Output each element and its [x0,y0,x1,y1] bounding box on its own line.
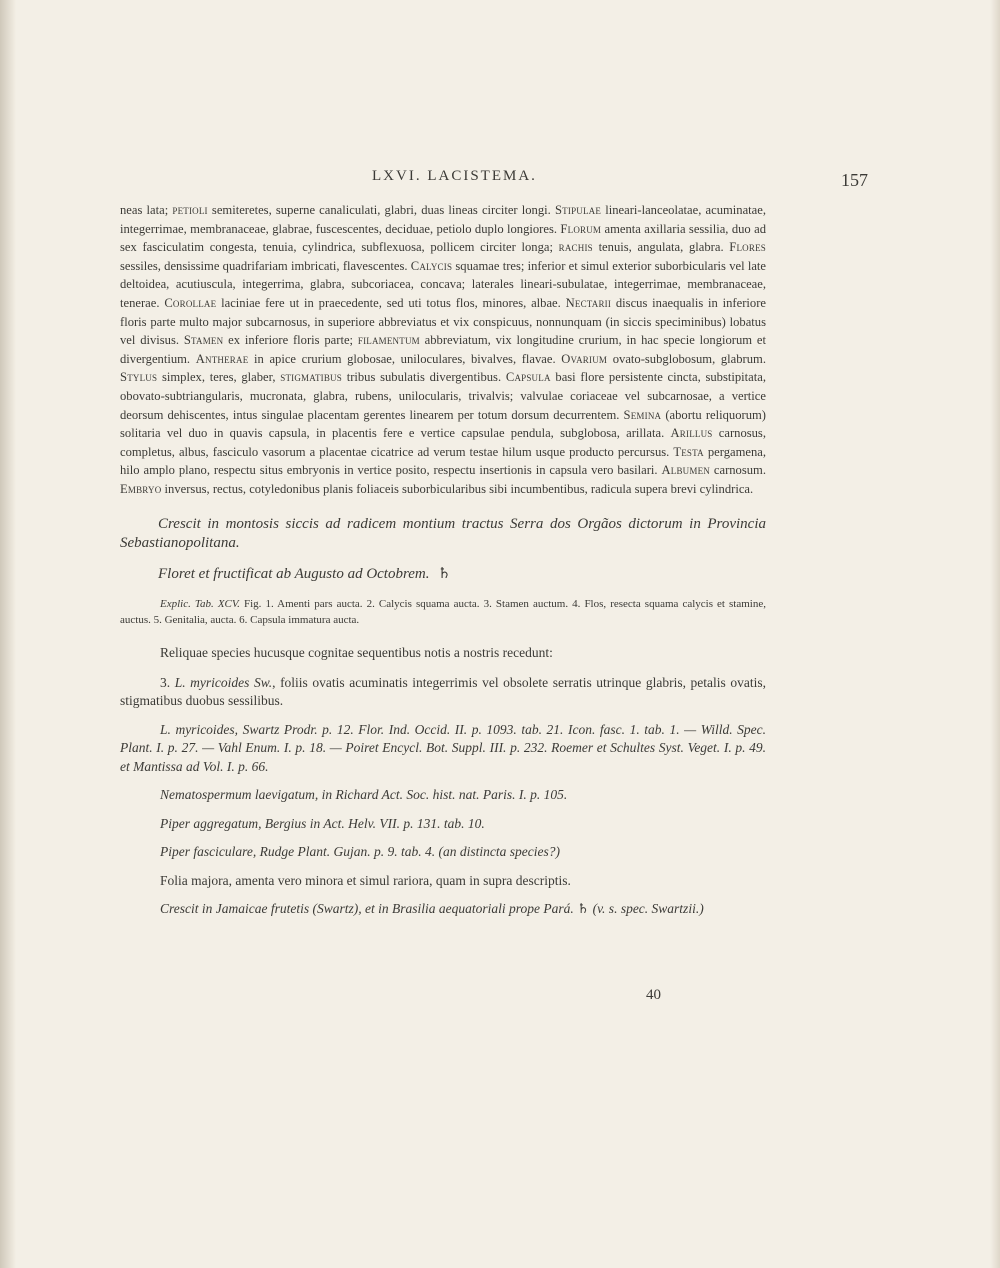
description-text: carnosus, completus, albus, fasciculo vasorum a placentae cicatrice ad verum testae hilum usque producto percursus. [120,426,766,459]
foliage-note: Folia majora, amenta vero minora et simul rariora, quam in supra descriptis. [160,872,571,888]
description-text: basi flore persistente cincta, substipitata, obovato-subtriangularis, mucronata, glabra, rubens, unilocularis, trivalvis; valvulae coriaceae vel subcarnosae, a vertice deorsum dehiscentes, intus singulae placentam gerentes linearem per totum dorsum decurrentem. [120,370,766,422]
page-edge [990,0,1000,1268]
description-text: ex inferiore floris parte; [223,333,358,348]
term-label: Nectarii [565,295,612,310]
description-text: squamae tres; inferior et simul exterior suborbicularis vel late deltoidea, acutiuscula, integerrima, glabra, subcoriacea, concava; laterales lineari-subulatae, integerrimae, membranaceae, tenerae. [120,258,766,310]
description-text: tribus subulatis divergentibus. [341,370,506,385]
description-text: carnosum. [709,463,766,478]
term-label: Corollae [164,295,217,310]
description-text: laciniae fere ut in praecedente, sed uti totus flos, minores, albae. [216,295,566,310]
page-number: 157 [841,170,868,190]
running-head [120,168,960,194]
description-text: lineari-lanceolatae, acuminatae, integerrimae, membranaceae, glabrae, fuscescentes, deciduae, petiolo duplo longiores. [120,203,767,236]
term-label: Albumen [661,463,710,478]
species-name: L. myricoides Sw. [174,674,273,690]
remaining-species-intro: Reliquae species hucusque cognitae sequentibus notis a nostris recedunt: [160,644,553,660]
running-title: LXVI. LACISTEMA. [372,168,537,184]
synonym-entry: Piper aggregatum, Bergius in Act. Helv. VII. p. 131. tab. 10. [160,815,485,831]
term-label: Capsula [505,370,551,385]
description-text: sessiles, densissime quadrifariam imbricati, flavescentes. [120,258,411,273]
description-text: ovato-subglobosum, glabrum. [607,351,766,366]
distribution-paragraph: Crescit in Jamaicae frutetis (Swartz), et in Brasilia aequatoriali prope Pará. ♄ (v. s. spec. Swartzii.) [160,901,704,916]
description-text: (abortu reliquorum) solitaria vel duo in quavis capsula, in placentis fere e vertice capsulae pendula, subglobosa, arillata. [120,407,766,441]
synonym-entry: L. myricoides, Swartz Prodr. p. 12. Flor. Ind. Occid. II. p. 1093. tab. 21. Icon. fasc. 1. tab. 1. — Willd. Spec. Plant. I. p. 27. — Vahl Enum. I. p. 18. — Poiret Encycl. Bot. Suppl. III. p. 232. Roemer et Schultes Syst. Veget. I. p. 49. et Mantissa ad Vol. I. p. 66. [120,721,766,774]
species-number: 3. [160,674,175,690]
plate-explanation [120,596,766,628]
description-text: in apice crurium globosae, uniloculares, bivalves, flavae. [248,351,562,366]
description-text: abbreviatum, vix longitudine crurium, in hac specie longiorum et divergentium. [120,333,766,366]
description-text: discus inaequalis in inferiore floris parte multo major subcarnosus, in superiore abbreviatus et vix conspicuus, nonnunquam (in siccis speciminibus) lobatus vel divisus. [120,295,766,348]
term-label: Flores [729,240,766,255]
synonym-entry: Piper fasciculare, Rudge Plant. Gujan. p. 9. tab. 4. (an distincta species?) [160,844,560,859]
description-text: pergamena, hilo amplo plano, respectu situs embryonis in vertice posito, respectu insertionis in capsula vero basilari. [120,444,767,478]
description-text: simplex, teres, glaber, [157,370,281,385]
text-block [120,201,766,919]
description-text: amenta axillaria sessilia, duo ad sex fasciculatim congesta, tenuia, cylindrica, subflexuosa, pollicem circiter longa; [120,221,766,255]
term-label: Arillus [670,426,713,441]
binding-shadow [0,0,16,1268]
term-label: stigmatibus [280,370,342,385]
term-label: Calycis [410,258,453,273]
term-label: Embryo [120,481,162,496]
term-label: Stylus [120,370,158,385]
signature-mark: 40 [646,987,661,1003]
term-label: Florum [560,221,602,236]
habitat-paragraph: Crescit in montosis siccis ad radicem montium tractus Serra dos Orgãos dictorum in Provincia Sebastianopolitana. [120,515,766,551]
term-label: rachis [558,240,593,255]
species-diagnosis [120,674,766,711]
term-label: petioli [172,203,208,217]
description-text: tenuis, angulata, glabra. [592,240,730,255]
description-text: neas lata; [120,203,173,217]
flowering-paragraph [120,565,766,584]
term-label: Antherae [195,351,249,366]
shrub-symbol-icon: ♄ [437,565,451,582]
flowering-text: Floret et fructificat ab Augusto ad Octobrem. [158,565,430,582]
term-label: Testa [673,444,704,459]
description-text: semiteretes, superne canaliculati, glabri, duas lineas circiter longi. [207,203,555,217]
term-label: Ovarium [561,351,608,366]
species-diagnosis-text: , foliis ovatis acuminatis integerrimis vel obsolete serratis utrinque glabris, petalis ovatis, stigmatibus duobus sessilibus. [120,674,766,708]
description-text: inversus, rectus, cotyledonibus planis foliaceis suborbicularibus sibi incumbentibus, radicula supera brevi cylindrica. [161,481,754,496]
term-label: Stipulae [554,203,602,217]
term-label: filamentum [357,333,420,348]
synonym-entry: Nematospermum laevigatum, in Richard Act. Soc. hist. nat. Paris. I. p. 105. [160,787,568,802]
plate-figure-list: Fig. 1. Amenti pars aucta. 2. Calycis squama aucta. 3. Stamen auctum. 4. Flos, resecta squama calycis et stamine, auctus. 5. Genitalia, aucta. 6. Capsula immatura aucta. [120,597,766,626]
description-paragraph [120,201,766,499]
plate-reference: Explic. Tab. XCV. [160,597,240,610]
term-label: Semina [623,407,662,422]
term-label: Stamen [183,333,224,348]
